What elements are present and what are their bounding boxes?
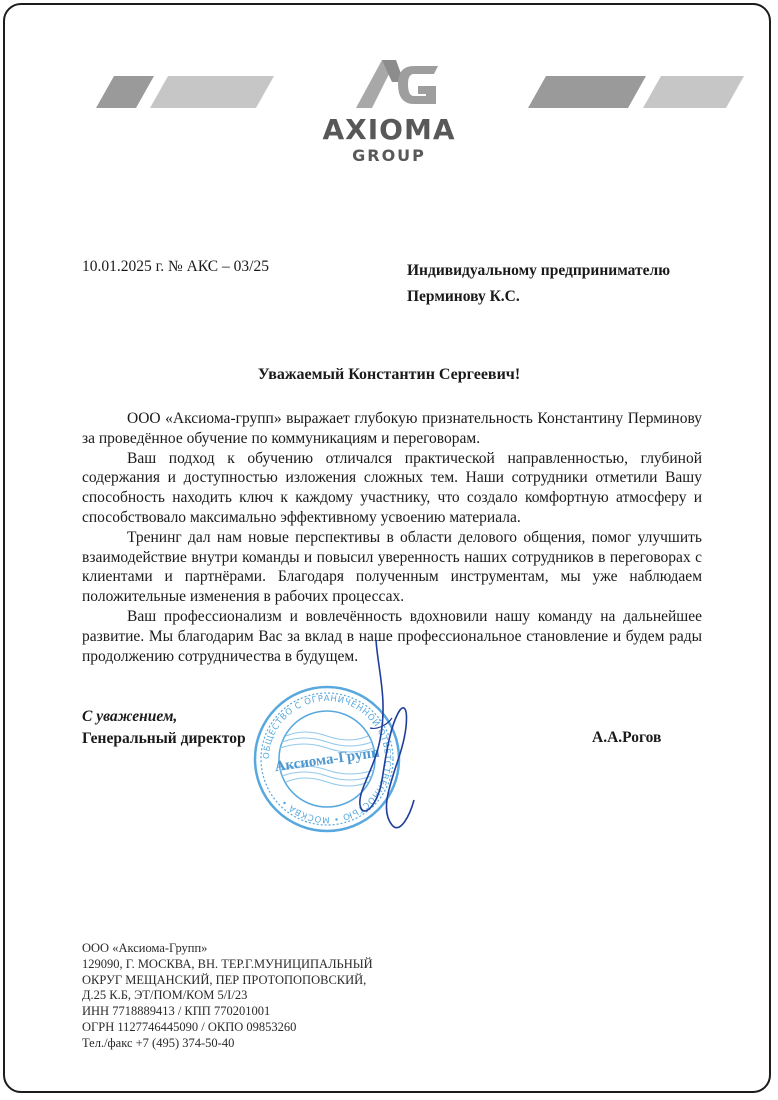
signer-title: Генеральный директор bbox=[82, 730, 246, 747]
recipient-name: Перминову К.С. bbox=[407, 288, 520, 305]
footer-line: ОКРУГ МЕЩАНСКИЙ, ПЕР ПРОТОПОПОВСКИЙ, bbox=[82, 972, 367, 987]
footer-line: ОГРН 1127746445090 / ОКПО 09853260 bbox=[82, 1019, 297, 1034]
greeting: Уважаемый Константин Сергеевич! bbox=[257, 366, 521, 383]
logo-stripe bbox=[96, 76, 154, 108]
body-paragraph: ООО «Аксиома-групп» выражает глубокую признательность Константину Перминову за проведённое обучение по коммуникациям и переговорам. bbox=[82, 410, 702, 447]
footer-line: ИНН 7718889413 / КПП 770201001 bbox=[82, 1004, 271, 1019]
closing-polite: С уважением, bbox=[82, 708, 178, 725]
company-footer bbox=[82, 941, 373, 1052]
logo-stripe bbox=[643, 76, 744, 108]
signature bbox=[318, 630, 438, 850]
footer-line: 129090, Г. МОСКВА, ВН. ТЕР.Г.МУНИЦИПАЛЬНЫЙ bbox=[82, 956, 373, 971]
brand-sub: GROUP bbox=[352, 146, 426, 165]
date-reference: 10.01.2025 г. № АКС – 03/25 bbox=[82, 258, 269, 275]
body-paragraph: Ваш подход к обучению отличался практической направленностью, глубиной содержания и доступностью изложения сложных тем. Наши сотрудники отметили Вашу способность находить ключ к каждому участнику, что создало комфортную атмосферу и способствовало максимально эффективному усвоению материала. bbox=[82, 449, 702, 526]
footer-line: Тел./факс +7 (495) 374-50-40 bbox=[82, 1035, 235, 1050]
body-paragraph: Тренинг дал нам новые перспективы в области делового общения, помог улучшить взаимодействие внутри команды и повысил уверенность наших сотрудников в переговорах с клиентами и партнёрами. Благодаря полученным инструментам, мы уже наблюдаем положительные изменения в рабочих процессах. bbox=[82, 528, 702, 606]
letter-body bbox=[82, 409, 702, 666]
logo-stripe bbox=[150, 76, 274, 108]
logo-stripe bbox=[528, 76, 646, 108]
stamp-ring-text: ОБЩЕСТВО С ОГРАНИЧЕННОЙ ОТВЕТСТВЕННОСТЬЮ • МОСКВА • bbox=[261, 693, 393, 825]
recipient-block bbox=[407, 258, 670, 310]
footer-line: Д.25 К.Б, ЭТ/ПОМ/КОМ 5/I/23 bbox=[82, 988, 248, 1003]
brand-name: AXIOMA bbox=[322, 113, 456, 146]
body-paragraph: Ваш профессионализм и вовлечённость вдохновили нашу команду на дальнейшее развитие. Мы благодарим Вас за вклад в наше профессиональное становление и будем рады продолжению сотрудничества в будущем. bbox=[82, 607, 702, 665]
logo-emblem bbox=[352, 56, 444, 112]
recipient-line: Индивидуальному предпринимателю bbox=[407, 262, 671, 279]
signer-name: А.А.Рогов bbox=[592, 729, 662, 746]
stamp-center-text: Аксиома-Групп bbox=[273, 744, 381, 776]
closing-block bbox=[82, 706, 246, 750]
footer-line: ООО «Аксиома-Групп» bbox=[82, 941, 208, 955]
